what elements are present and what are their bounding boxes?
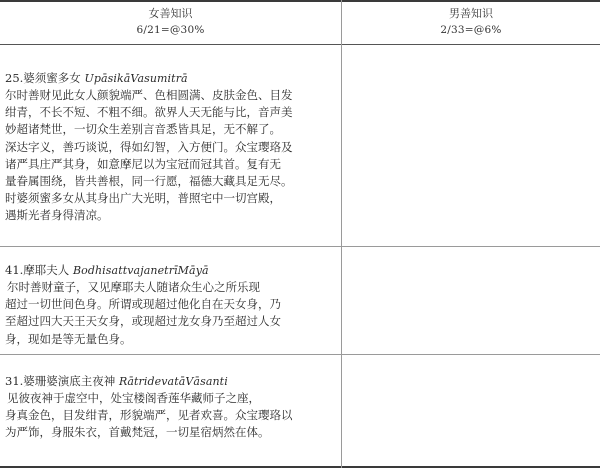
entry-name-latin: UpāsikāVasumitrā [84,72,188,85]
entry-name-latin: RātridevatāVāsanti [118,375,228,388]
header-female-title: 女善知识 [148,7,193,20]
text-line: 至超过四大天王天女身，或现超过龙女身乃至超过人女 [5,314,281,329]
entry-maya [5,262,335,348]
male-column-empty-2 [342,247,600,354]
text-line: 身真金色，目发绀青，形貌端严，见者欢喜。众宝璎珞以 [5,408,293,423]
header-male [342,5,600,39]
text-line: 尔时善财童子，又见摩耶夫人随诸众生心之所乐现 [7,280,260,294]
male-column-empty-3 [342,355,600,466]
entry-vasanti [5,373,335,442]
entry-text [5,87,335,225]
entry-number: 25. [5,71,24,85]
header-male-title: 男善知识 [449,7,493,20]
entry-text [5,390,335,442]
text-line: 超过一切世间色身。所谓或现超过他化自在天女身，乃 [5,297,281,312]
text-line: 绀青，不长不短、不粗不细。欲界人天无能与比，音声美 [5,105,293,120]
header-male-ratio: 2/33=@6% [440,24,502,36]
entry-title [5,262,335,279]
entry-name-cn: 婆珊婆演底主夜神 [23,374,116,388]
entry-name-cn: 摩耶夫人 [23,263,70,277]
male-column-empty-1 [342,45,600,246]
text-line: 为严饰，身服朱衣，首戴梵冠，一切星宿炳然在体。 [5,425,270,440]
bottom-rule [0,466,600,468]
entry-vasumitra [5,70,335,225]
entry-number: 41. [5,263,24,277]
text-line: 尔时善财见此女人颜貌端严、色相圆满、皮肤金色、目发 [5,88,293,102]
text-line: 遇斯光者身得清凉。 [5,208,109,223]
text-line: 身，现如是等无量色身。 [5,331,132,346]
header-female [0,5,341,39]
text-line: 妙超诸梵世，一切众生差别言音悉皆具足，无不解了。 [5,122,281,137]
text-line: 诸严具庄严其身，如意摩尼以为宝冠而冠其首。复有无 [5,156,281,171]
entry-text [5,279,335,348]
entry-number: 31. [5,374,24,388]
entry-title [5,70,335,87]
text-line: 量眷属围绕，皆共善根，同一行愿，福德大藏具足无尽。 [5,174,293,189]
entry-name-latin: BodhisattvajanetrīMāyā [72,264,209,277]
header-female-ratio: 6/21=@30% [136,24,205,36]
text-line: 深达字义，善巧谈说，得如幻智，入方便门。众宝璎珞及 [5,139,293,154]
entry-name-cn: 婆须蜜多女 [23,71,81,85]
text-line: 时婆须蜜多女从其身出广大光明，普照宅中一切宫殿， [5,191,281,206]
top-rule [0,0,600,2]
text-line: 见彼夜神于虚空中，处宝楼阁香莲华藏师子之座， [7,391,260,405]
entry-title [5,373,335,390]
